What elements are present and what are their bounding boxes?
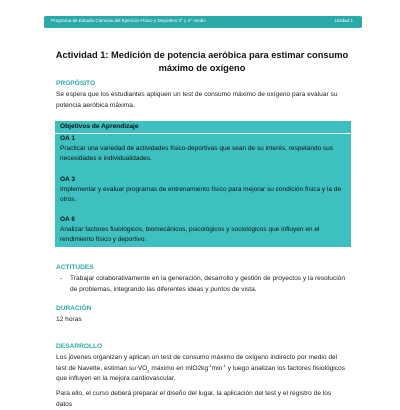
oa-text: Implementar y evaluar programas de entrenamiento físico para mejorar su condición física y la de otros. bbox=[60, 186, 342, 204]
oa-text: Practicar una variedad de actividades físico-deportivas que sean de su interés, respetando sus necesidades e individualidades. bbox=[60, 145, 334, 163]
oa-item-3 bbox=[60, 175, 348, 206]
desarrollo-heading: DESARROLLO bbox=[56, 343, 103, 350]
duracion-text: 12 horas bbox=[56, 316, 82, 323]
document-header-bar bbox=[44, 16, 362, 28]
desarrollo-paragraph-2: Para ello, el curso deberá preparar el diseño del lugar, la aplicación del test y el registro de los datos bbox=[56, 390, 332, 408]
desarrollo-text-a: Los jóvenes organizan y aplican un test de consumo máximo de oxígeno indirecto por medio del test de Navette, estiman su VO bbox=[56, 354, 338, 372]
oa-code: OA 3 bbox=[60, 176, 75, 183]
activity-title: Actividad 1: Medición de potencia aeróbica para estimar consumo máximo de oxígeno bbox=[55, 50, 349, 73]
vo2-subscript: 2 bbox=[147, 367, 150, 373]
unit-label: Unidad 1 bbox=[334, 18, 353, 23]
duracion-heading: DURACIÓN bbox=[56, 305, 92, 312]
unit-superscript-1: -1 bbox=[208, 362, 212, 368]
desarrollo-text-d: y luego analizan los factores fisiológicos que influyen en la mejora cardiovascular. bbox=[56, 364, 346, 382]
oa-item-6 bbox=[60, 215, 348, 246]
desarrollo-text-c: min bbox=[211, 364, 223, 372]
program-name: Programa de Estudio Ciencias del Ejercicio Físico y Deportivo 3° y 4° medio bbox=[51, 18, 206, 23]
desarrollo-text-b: máximo en mlO2kg bbox=[149, 364, 209, 372]
actitudes-heading: ACTITUDES bbox=[56, 264, 94, 271]
oa-item-1 bbox=[60, 134, 348, 165]
bullet-dash: - bbox=[60, 275, 63, 282]
objetivos-box bbox=[55, 121, 351, 247]
unit-superscript-2: -1 bbox=[222, 362, 226, 368]
proposito-text: Se espera que los estudiantes apliquen un test de consumo máximo de oxígeno para evaluar su potencia aeróbica máxima. bbox=[56, 91, 338, 109]
oa-code: OA 1 bbox=[60, 135, 75, 142]
objetivos-heading: Objetivos de Aprendizaje bbox=[60, 123, 139, 130]
desarrollo-paragraph-1 bbox=[56, 353, 348, 385]
actitudes-text: Trabajar colaborativamente en la generación, desarrollo y gestión de proyectos y la resolución de problemas, integrando las diferentes ideas y puntos de vista. bbox=[70, 275, 346, 293]
proposito-heading: PROPÓSITO bbox=[56, 80, 96, 87]
oa-code: OA 6 bbox=[60, 216, 75, 223]
oa-text: Analizar factores fisiológicos, biomecánicos, psicológicos y sociológicos que influyen en el rendimiento físico y deportivo. bbox=[60, 226, 320, 244]
